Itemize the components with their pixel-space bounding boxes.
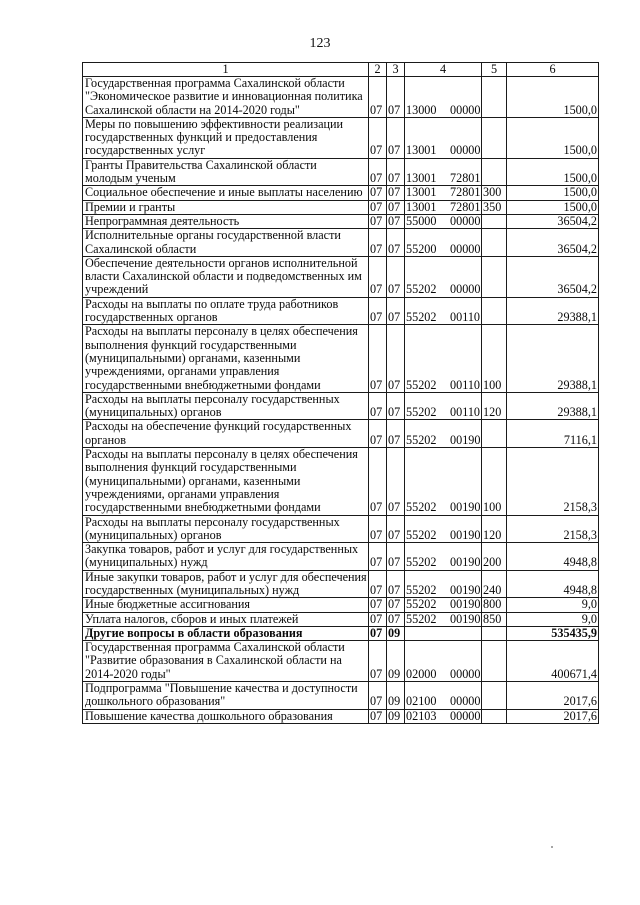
row-direction-code: 72801 (450, 171, 481, 186)
row-direction-code: 00190 (450, 432, 481, 447)
row-expense-type-code: 800 (482, 598, 507, 612)
row-name: Расходы на выплаты по оплате труда работников государственных органов (83, 297, 369, 325)
row-name: Государственная программа Сахалинской области "Развитие образования в Сахалинской области на 2014-2020 годы" (83, 641, 369, 682)
table-row (83, 256, 599, 297)
row-amount: 1500,0 (507, 186, 599, 200)
row-subsection-code: 07 (387, 200, 405, 214)
row-expense-type-code: 300 (482, 186, 507, 200)
row-subsection-code: 07 (387, 515, 405, 543)
row-target-article-code (405, 682, 482, 710)
header-col-1: 1 (83, 63, 369, 77)
row-section-code: 07 (369, 256, 387, 297)
row-section-code: 07 (369, 515, 387, 543)
table-row (83, 214, 599, 228)
row-program-code: 13001 (406, 185, 437, 200)
row-section-code: 07 (369, 641, 387, 682)
table-row (83, 297, 599, 325)
row-expense-type-code (482, 297, 507, 325)
budget-table (82, 62, 599, 724)
row-name: Расходы на выплаты персоналу государственных (муниципальных) органов (83, 392, 369, 420)
row-target-article-code (405, 612, 482, 626)
row-name: Подпрограмма "Повышение качества и доступности дошкольного образования" (83, 682, 369, 710)
row-section-code: 07 (369, 200, 387, 214)
scan-speck (551, 846, 553, 848)
row-amount: 2017,6 (507, 709, 599, 723)
row-amount: 400671,4 (507, 641, 599, 682)
row-section-code: 07 (369, 626, 387, 640)
header-row (83, 63, 599, 77)
row-section-code: 07 (369, 77, 387, 118)
row-program-code: 55000 (406, 214, 437, 228)
row-program-code: 55202 (406, 555, 437, 570)
row-name: Социальное обеспечение и иные выплаты населению (83, 186, 369, 200)
row-expense-type-code: 100 (482, 325, 507, 392)
row-amount: 1500,0 (507, 200, 599, 214)
row-program-code: 55202 (406, 582, 437, 597)
row-program-code: 55202 (406, 432, 437, 447)
row-expense-type-code: 100 (482, 448, 507, 515)
table-row (83, 77, 599, 118)
row-program-code: 55202 (406, 310, 437, 325)
row-amount: 2017,6 (507, 682, 599, 710)
row-name: Уплата налогов, сборов и иных платежей (83, 612, 369, 626)
row-subsection-code: 07 (387, 256, 405, 297)
row-amount: 1500,0 (507, 117, 599, 158)
row-name: Государственная программа Сахалинской области "Экономическое развитие и инновационная политика Сахалинской области на 2014-2020 годы" (83, 77, 369, 118)
row-subsection-code: 07 (387, 77, 405, 118)
row-direction-code: 00000 (450, 214, 481, 228)
row-expense-type-code: 240 (482, 570, 507, 598)
row-name: Закупка товаров, работ и услуг для государственных (муниципальных) нужд (83, 543, 369, 571)
row-expense-type-code (482, 682, 507, 710)
row-amount: 4948,8 (507, 543, 599, 571)
row-target-article-code (405, 297, 482, 325)
row-subsection-code: 07 (387, 543, 405, 571)
row-target-article-code (405, 229, 482, 257)
row-amount: 4948,8 (507, 570, 599, 598)
row-amount: 1500,0 (507, 158, 599, 186)
row-name: Обеспечение деятельности органов исполнительной власти Сахалинской области и подведомственных им учреждений (83, 256, 369, 297)
row-expense-type-code (482, 117, 507, 158)
row-amount: 36504,2 (507, 229, 599, 257)
row-direction-code: 00110 (450, 405, 481, 420)
row-name: Повышение качества дошкольного образования (83, 709, 369, 723)
row-section-code: 07 (369, 158, 387, 186)
table-row (83, 392, 599, 420)
row-subsection-code: 07 (387, 158, 405, 186)
table-row (83, 448, 599, 515)
row-section-code: 07 (369, 709, 387, 723)
row-direction-code: 72801 (450, 185, 481, 200)
row-amount: 2158,3 (507, 448, 599, 515)
row-target-article-code (405, 256, 482, 297)
row-section-code: 07 (369, 186, 387, 200)
row-subsection-code: 07 (387, 297, 405, 325)
row-name: Другие вопросы в области образования (83, 626, 369, 640)
row-name: Расходы на выплаты персоналу в целях обеспечения выполнения функций государственными (муниципальными) органами, казенными учреждениями, органами управления государственными внебюджетными фондами (83, 448, 369, 515)
row-program-code: 55202 (406, 527, 437, 542)
row-program-code: 55202 (406, 405, 437, 420)
row-target-article-code (405, 214, 482, 228)
row-program-code: 55202 (406, 377, 437, 392)
table-row (83, 200, 599, 214)
row-subsection-code: 07 (387, 598, 405, 612)
row-expense-type-code (482, 626, 507, 640)
row-subsection-code: 07 (387, 325, 405, 392)
row-program-code: 55202 (406, 597, 437, 612)
row-program-code: 02000 (406, 666, 437, 681)
table-row (83, 641, 599, 682)
row-target-article-code (405, 570, 482, 598)
row-subsection-code: 07 (387, 420, 405, 448)
row-expense-type-code (482, 229, 507, 257)
row-direction-code: 00000 (450, 282, 481, 297)
row-section-code: 07 (369, 297, 387, 325)
row-amount: 9,0 (507, 612, 599, 626)
header-col-2: 2 (369, 63, 387, 77)
table-row (83, 709, 599, 723)
row-direction-code: 00190 (450, 555, 481, 570)
header-col-3: 3 (387, 63, 405, 77)
row-name: Исполнительные органы государственной власти Сахалинской области (83, 229, 369, 257)
table-row (83, 229, 599, 257)
table-row (83, 158, 599, 186)
row-program-code: 55200 (406, 241, 437, 256)
row-direction-code: 00000 (450, 102, 481, 117)
row-target-article-code (405, 709, 482, 723)
row-direction-code: 00000 (450, 666, 481, 681)
row-target-article-code (405, 158, 482, 186)
row-subsection-code: 09 (387, 709, 405, 723)
row-target-article-code (405, 325, 482, 392)
row-amount: 2158,3 (507, 515, 599, 543)
row-direction-code: 00000 (450, 694, 481, 709)
row-amount: 1500,0 (507, 77, 599, 118)
row-amount: 36504,2 (507, 256, 599, 297)
table-row (83, 515, 599, 543)
row-section-code: 07 (369, 392, 387, 420)
row-section-code: 07 (369, 682, 387, 710)
table-row (83, 420, 599, 448)
row-program-code: 13001 (406, 171, 437, 186)
row-expense-type-code (482, 256, 507, 297)
row-expense-type-code: 850 (482, 612, 507, 626)
row-subsection-code: 07 (387, 448, 405, 515)
row-amount: 29388,1 (507, 297, 599, 325)
header-col-6: 6 (507, 63, 599, 77)
row-name: Расходы на обеспечение функций государственных органов (83, 420, 369, 448)
row-amount: 29388,1 (507, 325, 599, 392)
row-direction-code: 00110 (450, 310, 481, 325)
row-expense-type-code (482, 420, 507, 448)
row-target-article-code (405, 77, 482, 118)
row-direction-code: 00190 (450, 500, 481, 515)
row-program-code: 13001 (406, 143, 437, 158)
row-section-code: 07 (369, 117, 387, 158)
table-row (83, 570, 599, 598)
row-section-code: 07 (369, 612, 387, 626)
row-name: Иные закупки товаров, работ и услуг для обеспечения государственных (муниципальных) нужд (83, 570, 369, 598)
row-name: Премии и гранты (83, 200, 369, 214)
row-name: Гранты Правительства Сахалинской области молодым ученым (83, 158, 369, 186)
row-subsection-code: 07 (387, 186, 405, 200)
row-subsection-code: 09 (387, 626, 405, 640)
row-name: Расходы на выплаты персоналу в целях обеспечения выполнения функций государственными (муниципальными) органами, казенными учреждениями, органами управления государственными внебюджетными фондами (83, 325, 369, 392)
row-expense-type-code (482, 158, 507, 186)
row-direction-code: 00110 (450, 377, 481, 392)
row-program-code: 02100 (406, 694, 437, 709)
row-section-code: 07 (369, 325, 387, 392)
row-target-article-code (405, 626, 482, 640)
row-expense-type-code: 120 (482, 515, 507, 543)
row-direction-code: 00190 (450, 612, 481, 626)
row-subsection-code: 09 (387, 641, 405, 682)
table-row (83, 186, 599, 200)
row-target-article-code (405, 448, 482, 515)
row-subsection-code: 09 (387, 682, 405, 710)
row-target-article-code (405, 186, 482, 200)
row-expense-type-code (482, 641, 507, 682)
row-section-code: 07 (369, 448, 387, 515)
table-row (83, 325, 599, 392)
row-target-article-code (405, 420, 482, 448)
row-section-code: 07 (369, 543, 387, 571)
header-col-4: 4 (405, 63, 482, 77)
row-direction-code: 72801 (450, 200, 481, 214)
row-target-article-code (405, 515, 482, 543)
row-direction-code: 00000 (450, 241, 481, 256)
row-subsection-code: 07 (387, 392, 405, 420)
row-expense-type-code (482, 77, 507, 118)
row-subsection-code: 07 (387, 117, 405, 158)
row-expense-type-code (482, 709, 507, 723)
row-section-code: 07 (369, 598, 387, 612)
row-direction-code: 00000 (450, 709, 481, 723)
row-direction-code: 00190 (450, 597, 481, 612)
row-name: Иные бюджетные ассигнования (83, 598, 369, 612)
row-amount: 7116,1 (507, 420, 599, 448)
row-program-code: 13000 (406, 102, 437, 117)
row-subsection-code: 07 (387, 612, 405, 626)
row-amount: 9,0 (507, 598, 599, 612)
row-name: Непрограммная деятельность (83, 214, 369, 228)
row-direction-code: 00190 (450, 582, 481, 597)
row-target-article-code (405, 392, 482, 420)
row-program-code: 55202 (406, 500, 437, 515)
row-section-code: 07 (369, 570, 387, 598)
row-target-article-code (405, 200, 482, 214)
row-target-article-code (405, 598, 482, 612)
table-row (83, 682, 599, 710)
table-row (83, 598, 599, 612)
row-direction-code: 00000 (450, 143, 481, 158)
table-row (83, 543, 599, 571)
row-name: Меры по повышению эффективности реализации государственных функций и предоставления государственных услуг (83, 117, 369, 158)
row-target-article-code (405, 117, 482, 158)
row-direction-code: 00190 (450, 527, 481, 542)
row-amount: 535435,9 (507, 626, 599, 640)
row-section-code: 07 (369, 214, 387, 228)
row-expense-type-code: 120 (482, 392, 507, 420)
row-program-code: 02103 (406, 709, 437, 723)
table-row (83, 612, 599, 626)
row-expense-type-code: 350 (482, 200, 507, 214)
row-expense-type-code: 200 (482, 543, 507, 571)
header-col-5: 5 (482, 63, 507, 77)
row-expense-type-code (482, 214, 507, 228)
row-subsection-code: 07 (387, 229, 405, 257)
row-program-code: 55202 (406, 282, 437, 297)
row-amount: 29388,1 (507, 392, 599, 420)
row-program-code: 13001 (406, 200, 437, 214)
row-target-article-code (405, 543, 482, 571)
row-amount: 36504,2 (507, 214, 599, 228)
row-section-code: 07 (369, 229, 387, 257)
row-program-code: 55202 (406, 612, 437, 626)
row-subsection-code: 07 (387, 214, 405, 228)
table-row (83, 626, 599, 640)
row-target-article-code (405, 641, 482, 682)
row-name: Расходы на выплаты персоналу государственных (муниципальных) органов (83, 515, 369, 543)
row-section-code: 07 (369, 420, 387, 448)
page-number: 123 (309, 36, 331, 51)
table-row (83, 117, 599, 158)
row-subsection-code: 07 (387, 570, 405, 598)
